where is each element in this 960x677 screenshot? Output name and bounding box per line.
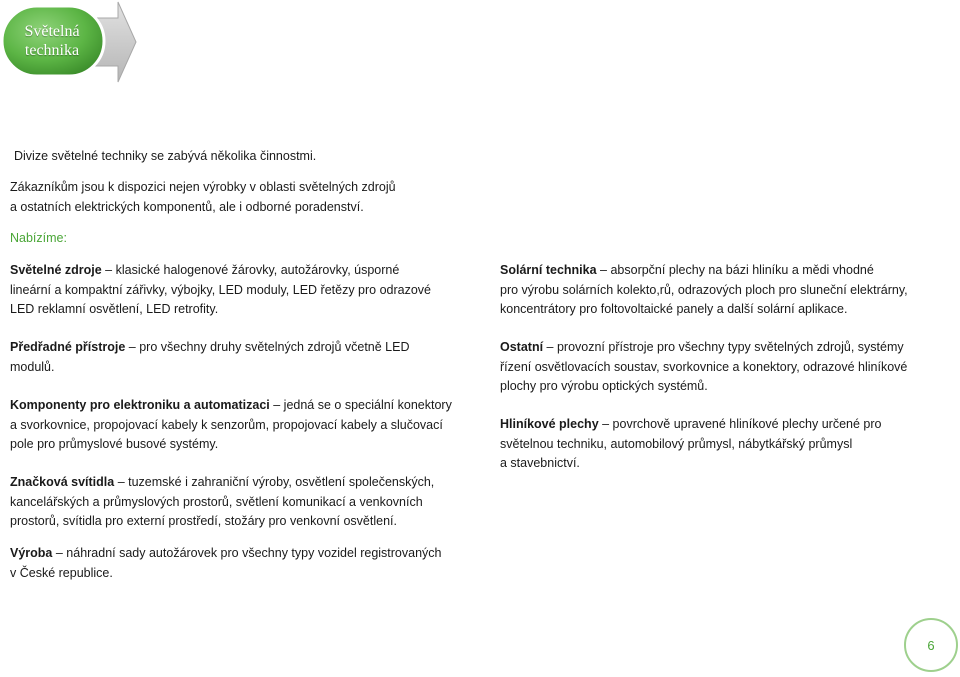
offer-item-text: – jedná se o speciální konektory <box>269 398 452 412</box>
page-number-text: 6 <box>927 637 935 653</box>
offer-item-title: Značková svítidla <box>10 475 115 489</box>
offer-item-title: Komponenty pro elektroniku a automatizaci <box>10 398 270 412</box>
offer-item-text: LED reklamní osvětlení, LED retrofity. <box>10 302 219 316</box>
offer-item-text: plochy pro výrobu optických systémů. <box>500 379 708 393</box>
offer-item-text: pro výrobu solárních kolekto,rů, odrazových ploch pro sluneční elektrárny, <box>500 282 908 297</box>
offer-item-title: Předřadné přístroje <box>10 340 126 354</box>
intro-paragraph-line-2: a ostatních elektrických komponentů, ale i odborné poradenství. <box>10 199 364 214</box>
offer-item-title: Výroba <box>10 546 53 560</box>
offer-item-text: modulů. <box>10 359 55 374</box>
offer-item-other <box>500 338 907 397</box>
page-number <box>904 618 958 672</box>
logo-line-1: Světelná <box>24 23 80 40</box>
offer-heading: Nabízíme: <box>10 231 67 245</box>
offer-item-electronics-components <box>10 396 452 455</box>
intro-line: Divize světelné techniky se zabývá několika činnostmi. <box>14 149 317 163</box>
offer-item-title: Hliníkové plechy <box>500 417 599 431</box>
offer-item-solar <box>500 261 908 320</box>
logo-line-2: technika <box>24 42 80 59</box>
intro-paragraph <box>10 178 396 217</box>
offer-item-branded-luminaires <box>10 473 434 532</box>
offer-item-light-sources <box>10 261 431 320</box>
offer-item-text: – absorpční plechy na bázi hliníku a mědi vhodné <box>596 263 874 277</box>
offer-item-text: pole pro průmyslové busové systémy. <box>10 437 219 451</box>
offer-item-production <box>10 544 442 583</box>
offer-item-title: Solární technika <box>500 263 597 277</box>
offer-item-text: koncentrátory pro foltovoltaické panely a další solární aplikace. <box>500 302 848 316</box>
logo <box>0 0 140 86</box>
offer-item-text: světelnou techniku, automobilový průmysl, nábytkářský průmysl <box>500 436 853 451</box>
offer-item-title: Světelné zdroje <box>10 263 102 277</box>
offer-item-text: řízení osvětlovacích soustav, svorkovnice a konektory, odrazové hliníkové <box>500 359 908 374</box>
intro-paragraph-line-1: Zákazníkům jsou k dispozici nejen výrobky v oblasti světelných zdrojů <box>10 180 396 194</box>
offer-item-text: a stavebnictví. <box>500 456 580 470</box>
offer-item-text: v České republice. <box>10 565 113 580</box>
offer-item-text: – náhradní sady autožárovek pro všechny typy vozidel registrovaných <box>52 546 442 560</box>
offer-item-text: – klasické halogenové žárovky, autožárovky, úsporné <box>101 263 400 277</box>
offer-item-aluminium-sheets <box>500 415 881 474</box>
offer-item-ballasts <box>10 338 410 377</box>
offer-item-text: – tuzemské i zahraniční výroby, osvětlení společenských, <box>114 475 435 489</box>
offer-item-text: lineární a kompaktní zářivky, výbojky, LED moduly, LED řetězy pro odrazové <box>10 282 432 297</box>
offer-item-text: prostorů, svítidla pro externí prostředí, stožáry pro venkovní osvětlení. <box>10 514 397 528</box>
offer-item-text: – pro všechny druhy světelných zdrojů včetně LED <box>125 340 410 354</box>
offer-item-text: – provozní přístroje pro všechny typy světelných zdrojů, systémy <box>543 340 904 354</box>
offer-item-text: kancelářských a průmyslových prostorů, světlení komunikací a venkovních <box>10 494 423 509</box>
offer-item-text: – povrchově upravené hliníkové plechy určené pro <box>598 417 882 431</box>
offer-item-text: a svorkovnice, propojovací kabely k senzorům, propojovací kabely a slučovací <box>10 417 443 432</box>
offer-item-title: Ostatní <box>500 340 544 354</box>
